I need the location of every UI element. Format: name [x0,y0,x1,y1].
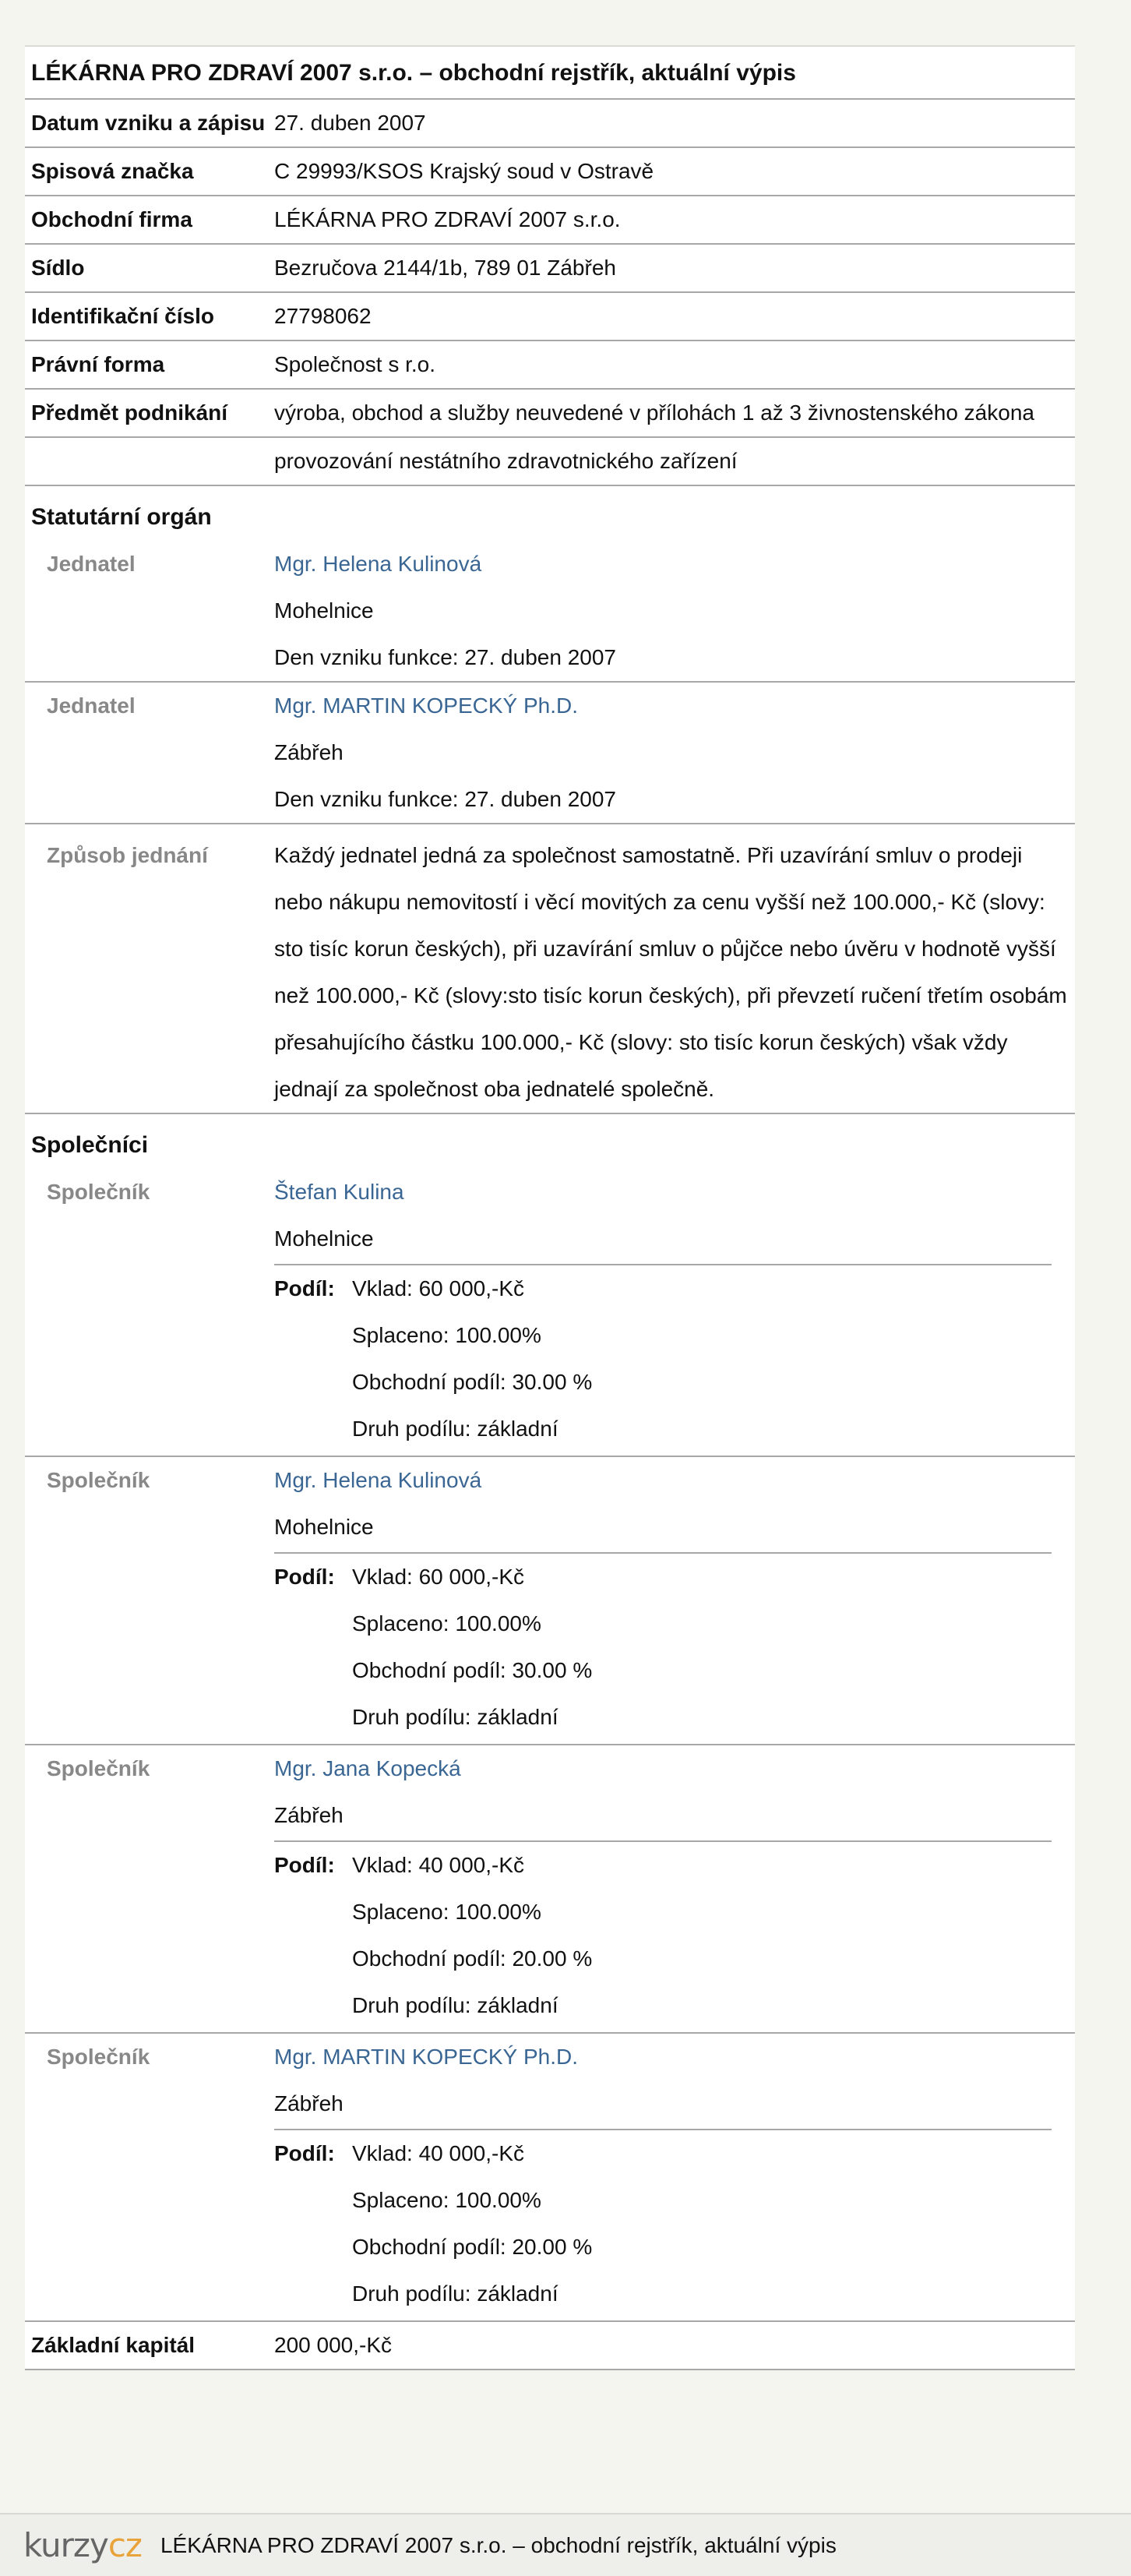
field-row-seat [25,245,1075,293]
page-title: LÉKÁRNA PRO ZDRAVÍ 2007 s.r.o. – obchodní rejstřík, aktuální výpis [31,60,796,86]
share-percent: Obchodní podíl: 20.00 % [352,2235,593,2259]
field-row-business-activity-2 [25,438,1075,486]
share-label: Podíl: [274,1276,335,1300]
partner-city: Mohelnice [274,1226,374,1251]
member-name-link[interactable]: Mgr. Helena Kulinová [274,552,482,576]
partner-role: Společník [47,1180,150,1204]
field-value: 200 000,-Kč [274,2333,392,2357]
share-type: Druh podílu: základní [352,2281,558,2306]
manner-text: Každý jednatel jedná za společnost samostatně. Při uzavírání smluv o prodeji nebo nákupu nemovitostí i věcí movitých za cenu vyšší než 100.000,- Kč (slovy: sto tisíc korun českých), při uzavírání smluv o půjčce nebo úvěru v hodnotě vyšší než 100.000,- Kč (slovy:sto tisíc korun českých), při převzetí ručení třetím osobám přesahujícího částku 100.000,- Kč (slovy: sto tisíc korun českých) však vždy jednají za společnost oba jednatelé společně. [274,843,1067,1101]
section-heading-statutory: Statutární orgán [31,504,212,530]
field-row-legal-form [25,341,1075,390]
field-label: Datum vzniku a zápisu [31,111,266,135]
share-percent: Obchodní podíl: 30.00 % [352,1370,593,1394]
share-type: Druh podílu: základní [352,1417,558,1441]
share-block [274,2129,1052,2320]
member-city: Zábřeh [274,740,344,764]
partner-entry [25,2034,1075,2322]
member-since: Den vzniku funkce: 27. duben 2007 [274,787,616,811]
share-label: Podíl: [274,1565,335,1589]
kurzy-logo[interactable]: kurzycz [23,2526,142,2564]
share-deposit: Vklad: 60 000,-Kč [352,1565,525,1589]
partner-name-link[interactable]: Mgr. Jana Kopecká [274,1756,461,1780]
partner-city: Mohelnice [274,1515,374,1539]
share-block [274,1552,1052,1744]
field-value: výroba, obchod a služby neuvedené v přílohách 1 až 3 živnostenského zákona [274,401,1034,425]
partner-entry [25,1169,1075,1457]
share-block [274,1840,1052,2032]
member-city: Mohelnice [274,598,374,623]
field-label: Sídlo [31,256,85,280]
partner-city: Zábřeh [274,2091,344,2115]
partner-name-link[interactable]: Mgr. MARTIN KOPECKÝ Ph.D. [274,2045,579,2069]
statutory-member [25,683,1075,824]
share-label: Podíl: [274,2141,335,2165]
field-value: 27798062 [274,304,372,328]
partner-role: Společník [47,1468,150,1492]
footer-bar [0,2513,1131,2576]
share-type: Druh podílu: základní [352,1993,558,2017]
field-row-file-number [25,148,1075,196]
share-deposit: Vklad: 40 000,-Kč [352,2141,525,2165]
field-label: Základní kapitál [31,2333,196,2357]
footer-title: LÉKÁRNA PRO ZDRAVÍ 2007 s.r.o. – obchodní rejstřík, aktuální výpis [160,2532,837,2557]
field-value: Bezručova 2144/1b, 789 01 Zábřeh [274,256,616,280]
field-value: LÉKÁRNA PRO ZDRAVÍ 2007 s.r.o. [274,207,621,231]
share-type: Druh podílu: základní [352,1705,558,1729]
member-name-link[interactable]: Mgr. MARTIN KOPECKÝ Ph.D. [274,693,579,718]
member-role: Jednatel [47,693,136,718]
field-label: Předmět podnikání [31,401,228,425]
field-value: 27. duben 2007 [274,111,426,135]
share-paid: Splaceno: 100.00% [352,1611,541,1636]
partner-name-link[interactable]: Štefan Kulina [274,1180,404,1204]
field-label: Právní forma [31,352,165,376]
field-label: Obchodní firma [31,207,192,231]
partner-role: Společník [47,2045,150,2069]
partner-city: Zábřeh [274,1803,344,1827]
manner-of-acting-row [25,824,1075,1114]
field-row-founded [25,100,1075,148]
partner-entry [25,1745,1075,2034]
share-percent: Obchodní podíl: 30.00 % [352,1658,593,1682]
field-row-ico [25,293,1075,341]
field-label [25,438,274,485]
share-paid: Splaceno: 100.00% [352,2188,541,2212]
share-deposit: Vklad: 40 000,-Kč [352,1853,525,1877]
share-paid: Splaceno: 100.00% [352,1323,541,1347]
field-row-capital [25,2322,1075,2370]
member-role: Jednatel [47,552,136,576]
member-since: Den vzniku funkce: 27. duben 2007 [274,645,616,669]
share-label: Podíl: [274,1853,335,1877]
field-value: C 29993/KSOS Krajský soud v Ostravě [274,159,654,183]
manner-label: Způsob jednání [47,843,208,867]
field-row-company-name [25,196,1075,245]
field-label: Spisová značka [31,159,194,183]
statutory-member [25,541,1075,683]
section-heading-partners: Společníci [31,1132,149,1158]
partner-entry [25,1457,1075,1745]
title-row [25,47,1075,100]
registry-extract [25,45,1075,2370]
field-label: Identifikační číslo [31,304,214,328]
partner-role: Společník [47,1756,150,1780]
field-value: Společnost s r.o. [274,352,436,376]
field-value: provozování nestátního zdravotnického zařízení [274,449,738,473]
share-paid: Splaceno: 100.00% [352,1900,541,1924]
partner-name-link[interactable]: Mgr. Helena Kulinová [274,1468,482,1492]
share-block [274,1264,1052,1456]
share-deposit: Vklad: 60 000,-Kč [352,1276,525,1300]
field-row-business-activity [25,390,1075,438]
share-percent: Obchodní podíl: 20.00 % [352,1946,593,1971]
